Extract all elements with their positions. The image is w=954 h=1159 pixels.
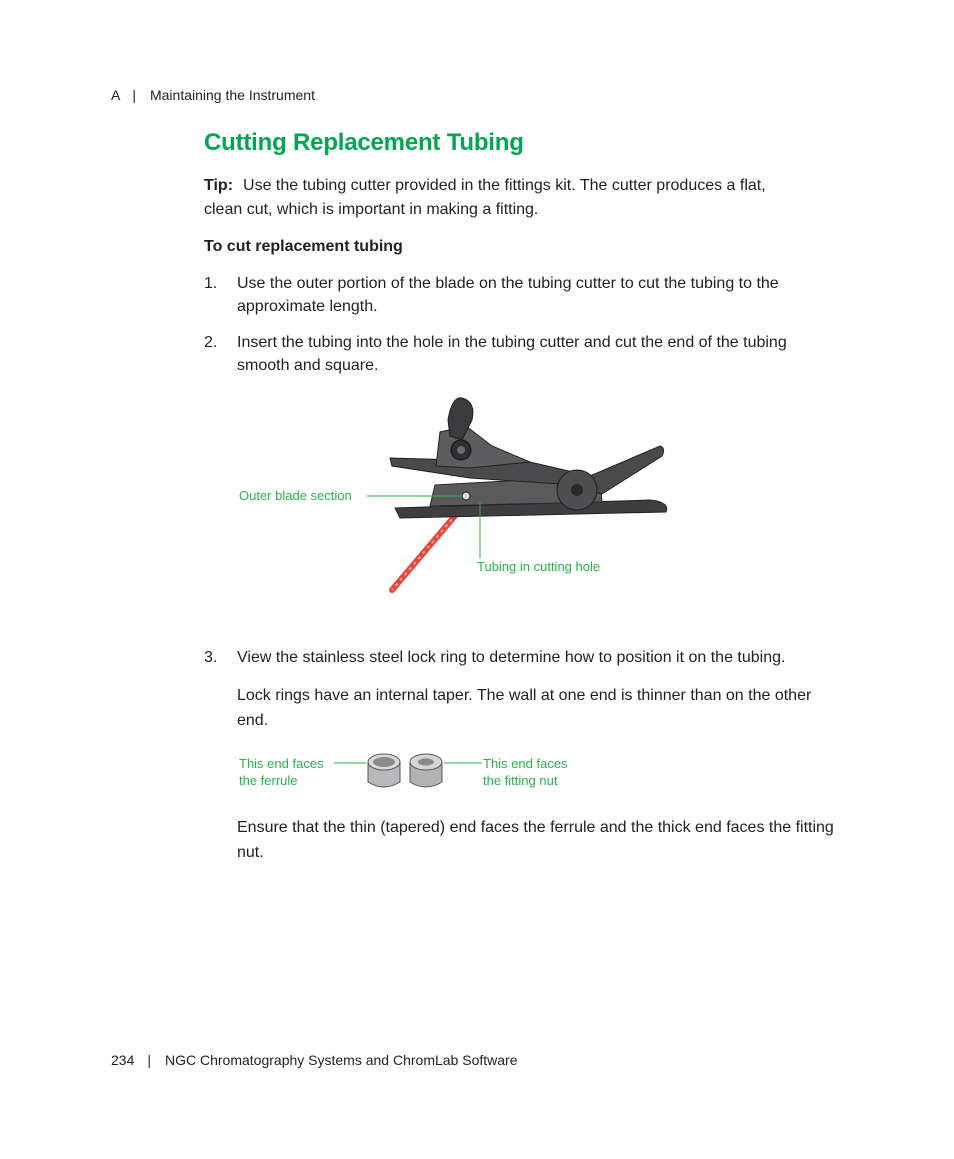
page-title: Cutting Replacement Tubing [204,129,524,156]
running-header [111,87,315,103]
footer-separator: | [147,1052,151,1068]
callout-line: This end faces [483,756,568,771]
tubing-cutter-figure [230,390,680,630]
header-chapter: Maintaining the Instrument [149,87,315,103]
header-separator: | [132,87,136,103]
book-title: NGC Chromatography Systems and ChromLab Software [165,1052,518,1068]
step-number: 1. [204,275,218,292]
tip-label: Tip: [204,177,234,194]
cutting-hole [462,492,470,500]
procedure-heading: To cut replacement tubing [204,238,403,255]
step-text: Insert the tubing into the hole in the tubing cutter and cut the end of the tubing smooth and square. [237,334,787,374]
page-number: 234 [111,1052,135,1068]
running-footer [111,1052,517,1068]
callout-line: This end faces [239,756,324,771]
tip-text: Use the tubing cutter provided in the fittings kit. The cutter produces a flat, clean cut, which is important in making a fitting. [204,177,766,218]
lock-ring-paragraph: Lock rings have an internal taper. The wall at one end is thinner than on the other end. [237,687,812,729]
step-text: View the stainless steel lock ring to determine how to position it on the tubing. [237,649,786,666]
step-number: 3. [204,649,218,666]
cutting-hole-callout: Tubing in cutting hole [477,559,601,574]
nut-end-callout [483,755,568,789]
step-text: Use the outer portion of the blade on the tubing cutter to cut the tubing to the approximate length. [237,275,779,315]
header-section: A [111,87,121,103]
outer-blade-callout: Outer blade section [239,488,352,503]
step-number: 2. [204,334,218,351]
tip-note [204,174,804,222]
callout-line: the ferrule [239,773,298,788]
callout-line: the fitting nut [483,773,558,788]
lock-ring-figure [330,748,490,796]
ensure-paragraph: Ensure that the thin (tapered) end faces the ferrule and the thick end faces the fitting nut. [237,819,834,861]
ferrule-end-callout [239,755,324,789]
lock-ring-thin-end [368,754,400,787]
lock-ring-thick-end [410,754,442,787]
